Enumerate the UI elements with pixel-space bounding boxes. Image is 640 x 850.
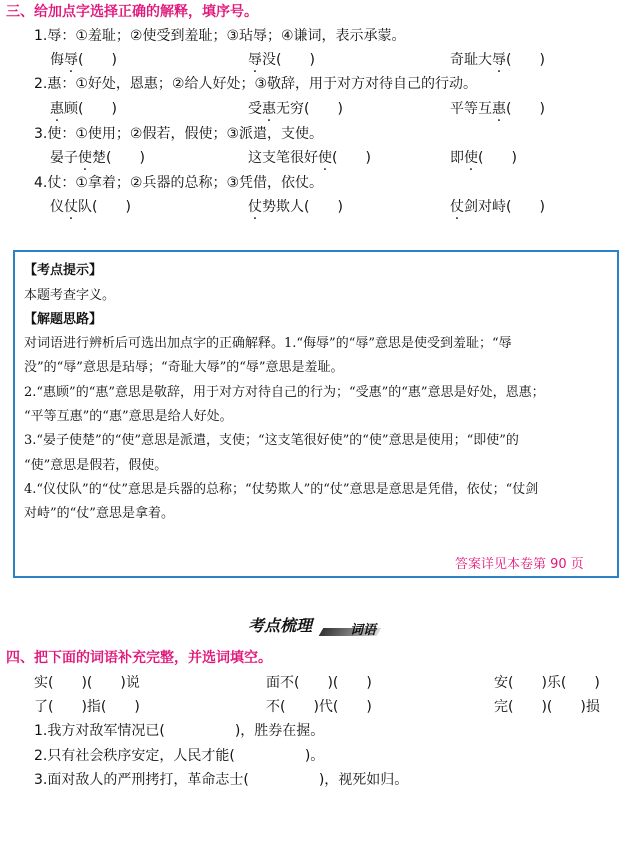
- hint-points-body: 本题考查字义。: [24, 288, 116, 303]
- hint-line-3: 2.“惠顾”的“惠”意思是敬辞，用于对方对待自己的行为；“受惠”的“惠”意思是好处，恩惠；: [24, 385, 545, 400]
- q4-item-2: 仗势欺人( ): [248, 199, 343, 215]
- q2-item-1: 惠顾( ): [50, 101, 117, 117]
- q2-item-2: 受惠无穷( ): [248, 101, 343, 117]
- idiom-5: 不( )代( ): [266, 699, 372, 715]
- hint-line-8: 对峙”的“仗”意思是拿着。: [24, 506, 174, 521]
- idiom-3: 安( )乐( ): [494, 675, 600, 691]
- q3-definition: 3.使：①使用；②假若，假使；③派遣，支使。: [34, 126, 324, 142]
- q1-item-1: 侮辱( ): [50, 52, 117, 68]
- answer-page-reference: 答案详见本卷第 90 页: [455, 557, 584, 572]
- q4-item-3: 仗剑对峙( ): [450, 199, 545, 215]
- q1-item-3: 奇耻大辱( ): [450, 52, 545, 68]
- hint-title-approach: 【解题思路】: [24, 312, 103, 327]
- hint-line-2: 没”的“辱”意思是玷辱；“奇耻大辱”的“辱”意思是羞耻。: [24, 360, 344, 375]
- q2-item-3: 平等互惠( ): [450, 101, 545, 117]
- q4-definition: 4.仗：①拿着；②兵器的总称；③凭借，依仗。: [34, 175, 324, 191]
- idiom-1: 实( )( )说: [34, 675, 140, 691]
- hint-line-4: “平等互惠”的“惠”意思是给人好处。: [24, 409, 233, 424]
- hint-line-6: “使”意思是假若，假使。: [24, 458, 168, 473]
- q3-item-3: 即使( ): [450, 150, 517, 166]
- hint-line-7: 4.“仪仗队”的“仗”意思是兵器的总称；“仗势欺人”的“仗”意思是意思是凭借，依仗；“仗剑: [24, 482, 539, 497]
- hint-title-points: 【考点提示】: [24, 263, 103, 278]
- q3-item-1: 晏子使楚( ): [50, 150, 145, 166]
- fill-question-2: 2.只有社会秩序安定，人民才能( )。: [34, 748, 325, 764]
- idiom-4: 了( )指( ): [34, 699, 140, 715]
- idiom-6: 完( )( )损: [494, 699, 600, 715]
- q1-item-2: 辱没( ): [248, 52, 315, 68]
- q1-definition: 1.辱：①羞耻；②使受到羞耻；③玷辱；④谦词，表示承蒙。: [34, 28, 406, 44]
- banner-title: 考点梳理: [248, 616, 313, 635]
- section4-heading: 四、把下面的词语补充完整，并选词填空。: [6, 650, 272, 666]
- hint-line-1: 对词语进行辨析后可选出加点字的正确解释。1.“侮辱”的“辱”意思是使受到羞耻；“辱: [24, 336, 512, 351]
- hint-line-5: 3.“晏子使楚”的“使”意思是派遣，支使；“这支笔很好使”的“使”意思是使用；“即使”的: [24, 433, 519, 448]
- fill-question-3: 3.面对敌人的严刑拷打，革命志士( )，视死如归。: [34, 772, 409, 788]
- banner-subtitle: 词语: [350, 623, 377, 638]
- q2-definition: 2.惠：①好处，恩惠；②给人好处；③敬辞，用于对方对待自己的行动。: [34, 76, 478, 92]
- q4-item-1: 仪仗队( ): [50, 199, 131, 215]
- q3-item-2: 这支笔很好使( ): [248, 150, 371, 166]
- fill-question-1: 1.我方对敌军情况已( )，胜券在握。: [34, 723, 325, 739]
- idiom-2: 面不( )( ): [266, 675, 372, 691]
- section3-heading: 三、给加点字选择正确的解释，填序号。: [6, 4, 258, 20]
